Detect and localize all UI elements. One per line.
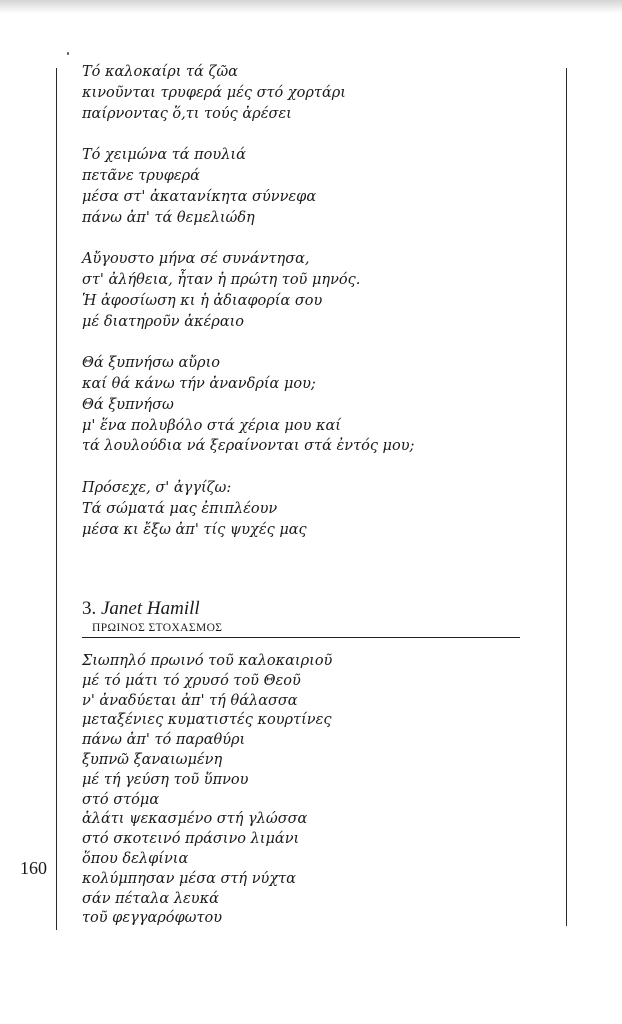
stanza-gap <box>82 457 552 478</box>
poem-line: Θά ξυπνήσω αὔριο <box>82 355 220 372</box>
poem-line: σάν πέταλα λευκά <box>82 890 219 907</box>
poem-line: μέ τή γεύση τοῦ ὕπνου <box>82 771 249 788</box>
poem-line: Ἡ ἀφοσίωση κι ἡ ἀδιαφορία σου <box>82 292 323 309</box>
stanza-gap <box>82 228 552 249</box>
poem-line: παίρνοντας ὅ,τι τούς ἀρέσει <box>82 105 292 122</box>
poem-untitled <box>82 62 552 540</box>
poem-line: μέσα στ' ἀκατανίκητα σύννεφα <box>82 188 317 205</box>
scan-edge-shadow <box>0 0 622 14</box>
stanza <box>82 145 552 228</box>
poem-line: κινοῦνται τρυφερά μές στό χορτάρι <box>82 84 346 101</box>
stanza-gap <box>82 124 552 145</box>
stanza-gap <box>82 332 552 353</box>
poem-heading <box>82 598 200 620</box>
right-margin-rule <box>566 68 567 926</box>
poem-author: Janet Hamill <box>101 598 200 619</box>
poem-line: Πρόσεχε, σ' ἀγγίζω: <box>82 479 232 496</box>
poem-line: πετᾶνε τρυφερά <box>82 167 200 184</box>
poem-line: μ' ἕνα πολυβόλο στά χέρια μου καί <box>82 417 341 434</box>
ink-speck <box>67 52 69 55</box>
poem-line: στό στόμα <box>82 791 160 808</box>
stanza <box>82 62 552 124</box>
stanza <box>82 353 552 457</box>
poem-line: ν' ἀναδύεται ἀπ' τή θάλασσα <box>82 692 298 709</box>
page-number: 160 <box>20 858 47 878</box>
poem-line: μέ διατηροῦν ἀκέραιο <box>82 313 245 330</box>
poem-line: ὅπου δελφίνια <box>82 850 189 867</box>
left-margin-rule <box>56 68 57 930</box>
poem-number: 3. <box>82 598 97 619</box>
poem-line: μέσα κι ἔξω ἀπ' τίς ψυχές μας <box>82 521 307 538</box>
poem-line: Θά ξυπνήσω <box>82 396 174 413</box>
poem-line: κολύμπησαν μέσα στή νύχτα <box>82 870 296 887</box>
title-underline <box>82 637 520 638</box>
stanza <box>82 478 552 540</box>
poem-title: ΠΡΩΙΝΟΣ ΣΤΟΧΑΣΜΟΣ <box>92 622 223 634</box>
poem-line: ἁλάτι ψεκασμένο στή γλώσσα <box>82 811 308 828</box>
poem-line: τά λουλούδια νά ξεραίνονται στά ἐντός μου; <box>82 438 415 455</box>
poem-morning-reflection <box>82 652 552 929</box>
poem-line: καί θά κάνω τήν ἀνανδρία μου; <box>82 375 316 392</box>
poem-line: στό σκοτεινό πράσινο λιμάνι <box>82 831 300 848</box>
poem-line: μέ τό μάτι τό χρυσό τοῦ Θεοῦ <box>82 672 301 689</box>
poem-line: πάνω ἀπ' τά θεμελιώδη <box>82 209 255 226</box>
poem-line: Τό καλοκαίρι τά ζῶα <box>82 64 238 80</box>
poem-line: πάνω ἀπ' τό παραθύρι <box>82 732 246 749</box>
stanza <box>82 249 552 332</box>
poem-line: στ' ἀλήθεια, ἦταν ἡ πρώτη τοῦ μηνός. <box>82 271 361 288</box>
poem-line: μεταξένιες κυματιστές κουρτίνες <box>82 712 332 729</box>
poem-line: ξυπνῶ ξαναιωμένη <box>82 751 223 768</box>
poem-line: Τό χειμώνα τά πουλιά <box>82 147 246 164</box>
poem-line: Αὔγουστο μήνα σέ συνάντησα, <box>82 251 310 268</box>
poem-line: Σιωπηλό πρωινό τοῦ καλοκαιριοῦ <box>82 653 333 669</box>
poem-line: Τά σώματά μας ἐπιπλέουν <box>82 500 278 517</box>
poem-line: τοῦ φεγγαρόφωτου <box>82 910 223 927</box>
